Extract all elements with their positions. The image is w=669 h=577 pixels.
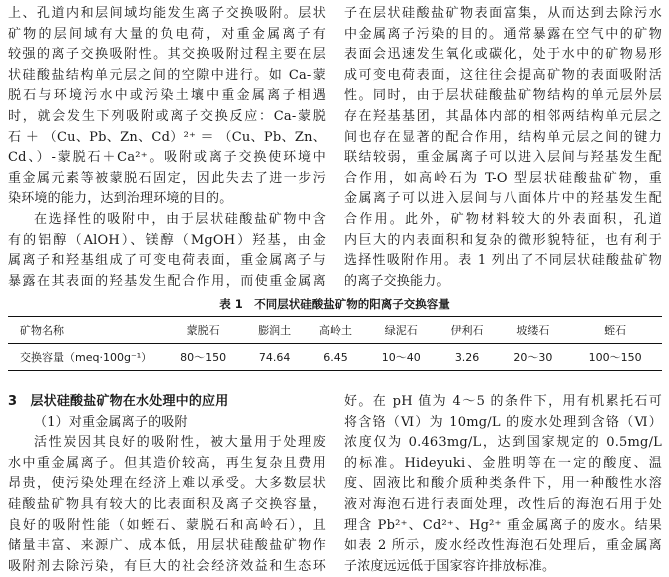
paragraph-line: 联结较弱，重金属离子可以进入层间与羟基发生配 <box>344 150 662 166</box>
paragraph-line: 染环境的能力，达到治理环境的目的。 <box>8 191 233 207</box>
paragraph-line: 间也存在显著的配合作用，结构单元层之间的键力 <box>344 129 662 145</box>
paragraph-line: 重金属元素等被蒙脱石固定，因此失去了进一步污 <box>8 170 326 186</box>
paragraph-line: 暴露在其表面的羟基发生配合作用，而使重金属离 <box>8 273 326 289</box>
paragraph-line: 有的铝醇（AlOH）、镁醇（MgOH）羟基，由金 <box>8 232 326 248</box>
right-column-bottom <box>344 392 662 577</box>
paragraph-line: 矿物的层间域有大量的负电荷，对重金属离子有 <box>8 26 326 42</box>
subsection-heading: （1）对重金属离子的吸附 <box>34 414 188 430</box>
header-bentonite: 膨润土 <box>258 324 292 337</box>
paragraph-line: 选择性吸附作用。表 1 列出了不同层状硅酸盐矿物 <box>344 253 662 269</box>
paragraph-line: 昂贵，使污染处理在经济上难以承受。大多数层状 <box>8 476 326 492</box>
paragraph-line: 内巨大的内表面积和复杂的微形貌特征，也有利于 <box>344 232 662 248</box>
paragraph-line: 较强的离子交换吸附性。其交换吸附过程主要在层 <box>8 47 326 63</box>
table-cell: 100～150 <box>588 351 642 364</box>
paragraph-line: 脱石与环境污水中或污染土壤中重金属离子相遇 <box>8 88 326 104</box>
table-row <box>8 344 662 371</box>
left-column-top <box>8 4 326 292</box>
header-chlorite: 绿泥石 <box>384 324 418 337</box>
paragraph-line: 石 ＋ （Cu、Pb、Zn、Cd）²⁺ ＝ （Cu、Pb、Zn、 <box>8 129 326 145</box>
paragraph-line: Cd、）-蒙脱石＋Ca²⁺。吸附或离子交换使环境中 <box>8 150 326 166</box>
table-cell: 74.64 <box>258 350 291 364</box>
paragraph-line: 状硅酸盐结构单元层之间的空隙中进行。如 Ca-蒙 <box>8 67 326 83</box>
header-palygorskite: 坡缕石 <box>516 324 550 337</box>
paragraph-line: 水中重金属离子。但其造价较高，再生复杂且费用 <box>8 455 326 471</box>
paragraph-line: 理含 Pb²⁺、Cd²⁺、Hg²⁺ 重金属离子的废水。结果 <box>344 517 662 533</box>
table-cell: 20～30 <box>513 351 553 364</box>
right-column-top <box>344 4 662 292</box>
paragraph-line: 属离子和羟基组成了可变电荷表面，重金属离子与 <box>8 253 326 269</box>
paragraph-line: 的标准。Hideyuki、金胜明等在一定的酸度、温 <box>344 455 662 471</box>
paragraph-line: 表面会迅速发生氧化或碳化，处于水中的矿物易形 <box>344 47 662 63</box>
paragraph-line: 储量丰富、来源广、成本低，用层状硅酸盐矿物作 <box>8 538 326 554</box>
paragraph-line: 合作用。此外，矿物材料较大的外表面积，孔道 <box>344 211 662 227</box>
table-cell: 80～150 <box>180 351 227 364</box>
paragraph-line: 活性炭因其良好的吸附性，被大量用于处理废 <box>34 435 326 451</box>
paragraph-line: 好。在 pH 值为 4～5 的条件下，用有机累托石可 <box>344 394 662 409</box>
paragraph-line: 性。同时，由于层状硅酸盐矿物结构的单元层外层 <box>344 88 662 104</box>
paragraph-line: 如表 2 所示，废水经改性海泡石处理后，重金属离 <box>344 538 662 554</box>
data-table <box>8 316 662 371</box>
table-header-row <box>8 317 662 344</box>
paragraph-line: 金属离子可以进入层间与八面体片中的羟基发生配 <box>344 191 662 207</box>
header-vermiculite: 蛭石 <box>604 324 627 337</box>
section-heading: 3 层状硅酸盐矿物在水处理中的应用 <box>8 394 229 409</box>
paragraph-line: 子在层状硅酸盐矿物表面富集，从而达到去除污水 <box>344 6 662 21</box>
table-cell: 3.26 <box>454 350 480 364</box>
table-cell: 10～40 <box>381 351 421 364</box>
paragraph-line: 时，就会发生下列吸附或离子交换反应：Ca-蒙脱 <box>8 108 326 124</box>
paragraph-line: 中金属离子污染的目的。通常暴露在空气中的矿物 <box>344 26 662 42</box>
paragraph-line: 度、固液比和酸介质种类条件下，用一种酸性水溶 <box>344 476 662 492</box>
header-mineral-name: 矿物名称 <box>20 324 64 337</box>
header-kaolin: 高岭土 <box>319 324 352 337</box>
paragraph-line: 的离子交换能力。 <box>344 273 450 289</box>
paragraph-line: 良好的吸附性能（如蛭石、蒙脱石和高岭石），且 <box>8 517 326 533</box>
ion-exchange-table <box>8 316 662 371</box>
header-montmorillonite: 蒙脱石 <box>186 324 220 337</box>
paragraph-line: 上、孔道内和层间域均能发生离子交换吸附。层状 <box>8 6 326 21</box>
table-cell: 交换容量（meq·100g⁻¹） <box>20 351 153 364</box>
paragraph-line: 吸附剂去除污染，有巨大的社会经济效益和生态环 <box>8 558 326 574</box>
table-title: 表 1 不同层状硅酸盐矿物的阳离子交换容量 <box>219 297 450 311</box>
paragraph-line: 将含铬（Ⅵ）为 10mg/L 的废水处理到含铬（Ⅵ） <box>344 414 662 430</box>
paragraph-line: 存在羟基基团，其晶体内部的相邻两结构单元层之 <box>344 108 662 124</box>
paragraph-line: 浓度仅为 0.463mg/L，达到国家规定的 0.5mg/L <box>344 435 662 451</box>
table-cell: 6.45 <box>323 350 348 364</box>
paragraph-line: 子浓度远远低于国家容许排放标准。 <box>344 558 556 574</box>
paragraph-line: 液对海泡石进行表面处理，改性后的海泡石用于处 <box>344 496 662 512</box>
paragraph-line: 成可变电荷表面，这往往会提高矿物的表面吸附活 <box>344 67 662 83</box>
left-column-bottom <box>8 392 326 577</box>
paragraph-line: 硅酸盐矿物具有较大的比表面积及离子交换容量， <box>8 496 326 512</box>
header-illite: 伊利石 <box>450 324 484 337</box>
paragraph-line: 合作用，如高岭石为 T-O 型层状硅酸盐矿物，重 <box>344 170 662 186</box>
paragraph-line: 在选择性的吸附中，由于层状硅酸盐矿物中含 <box>34 211 326 227</box>
